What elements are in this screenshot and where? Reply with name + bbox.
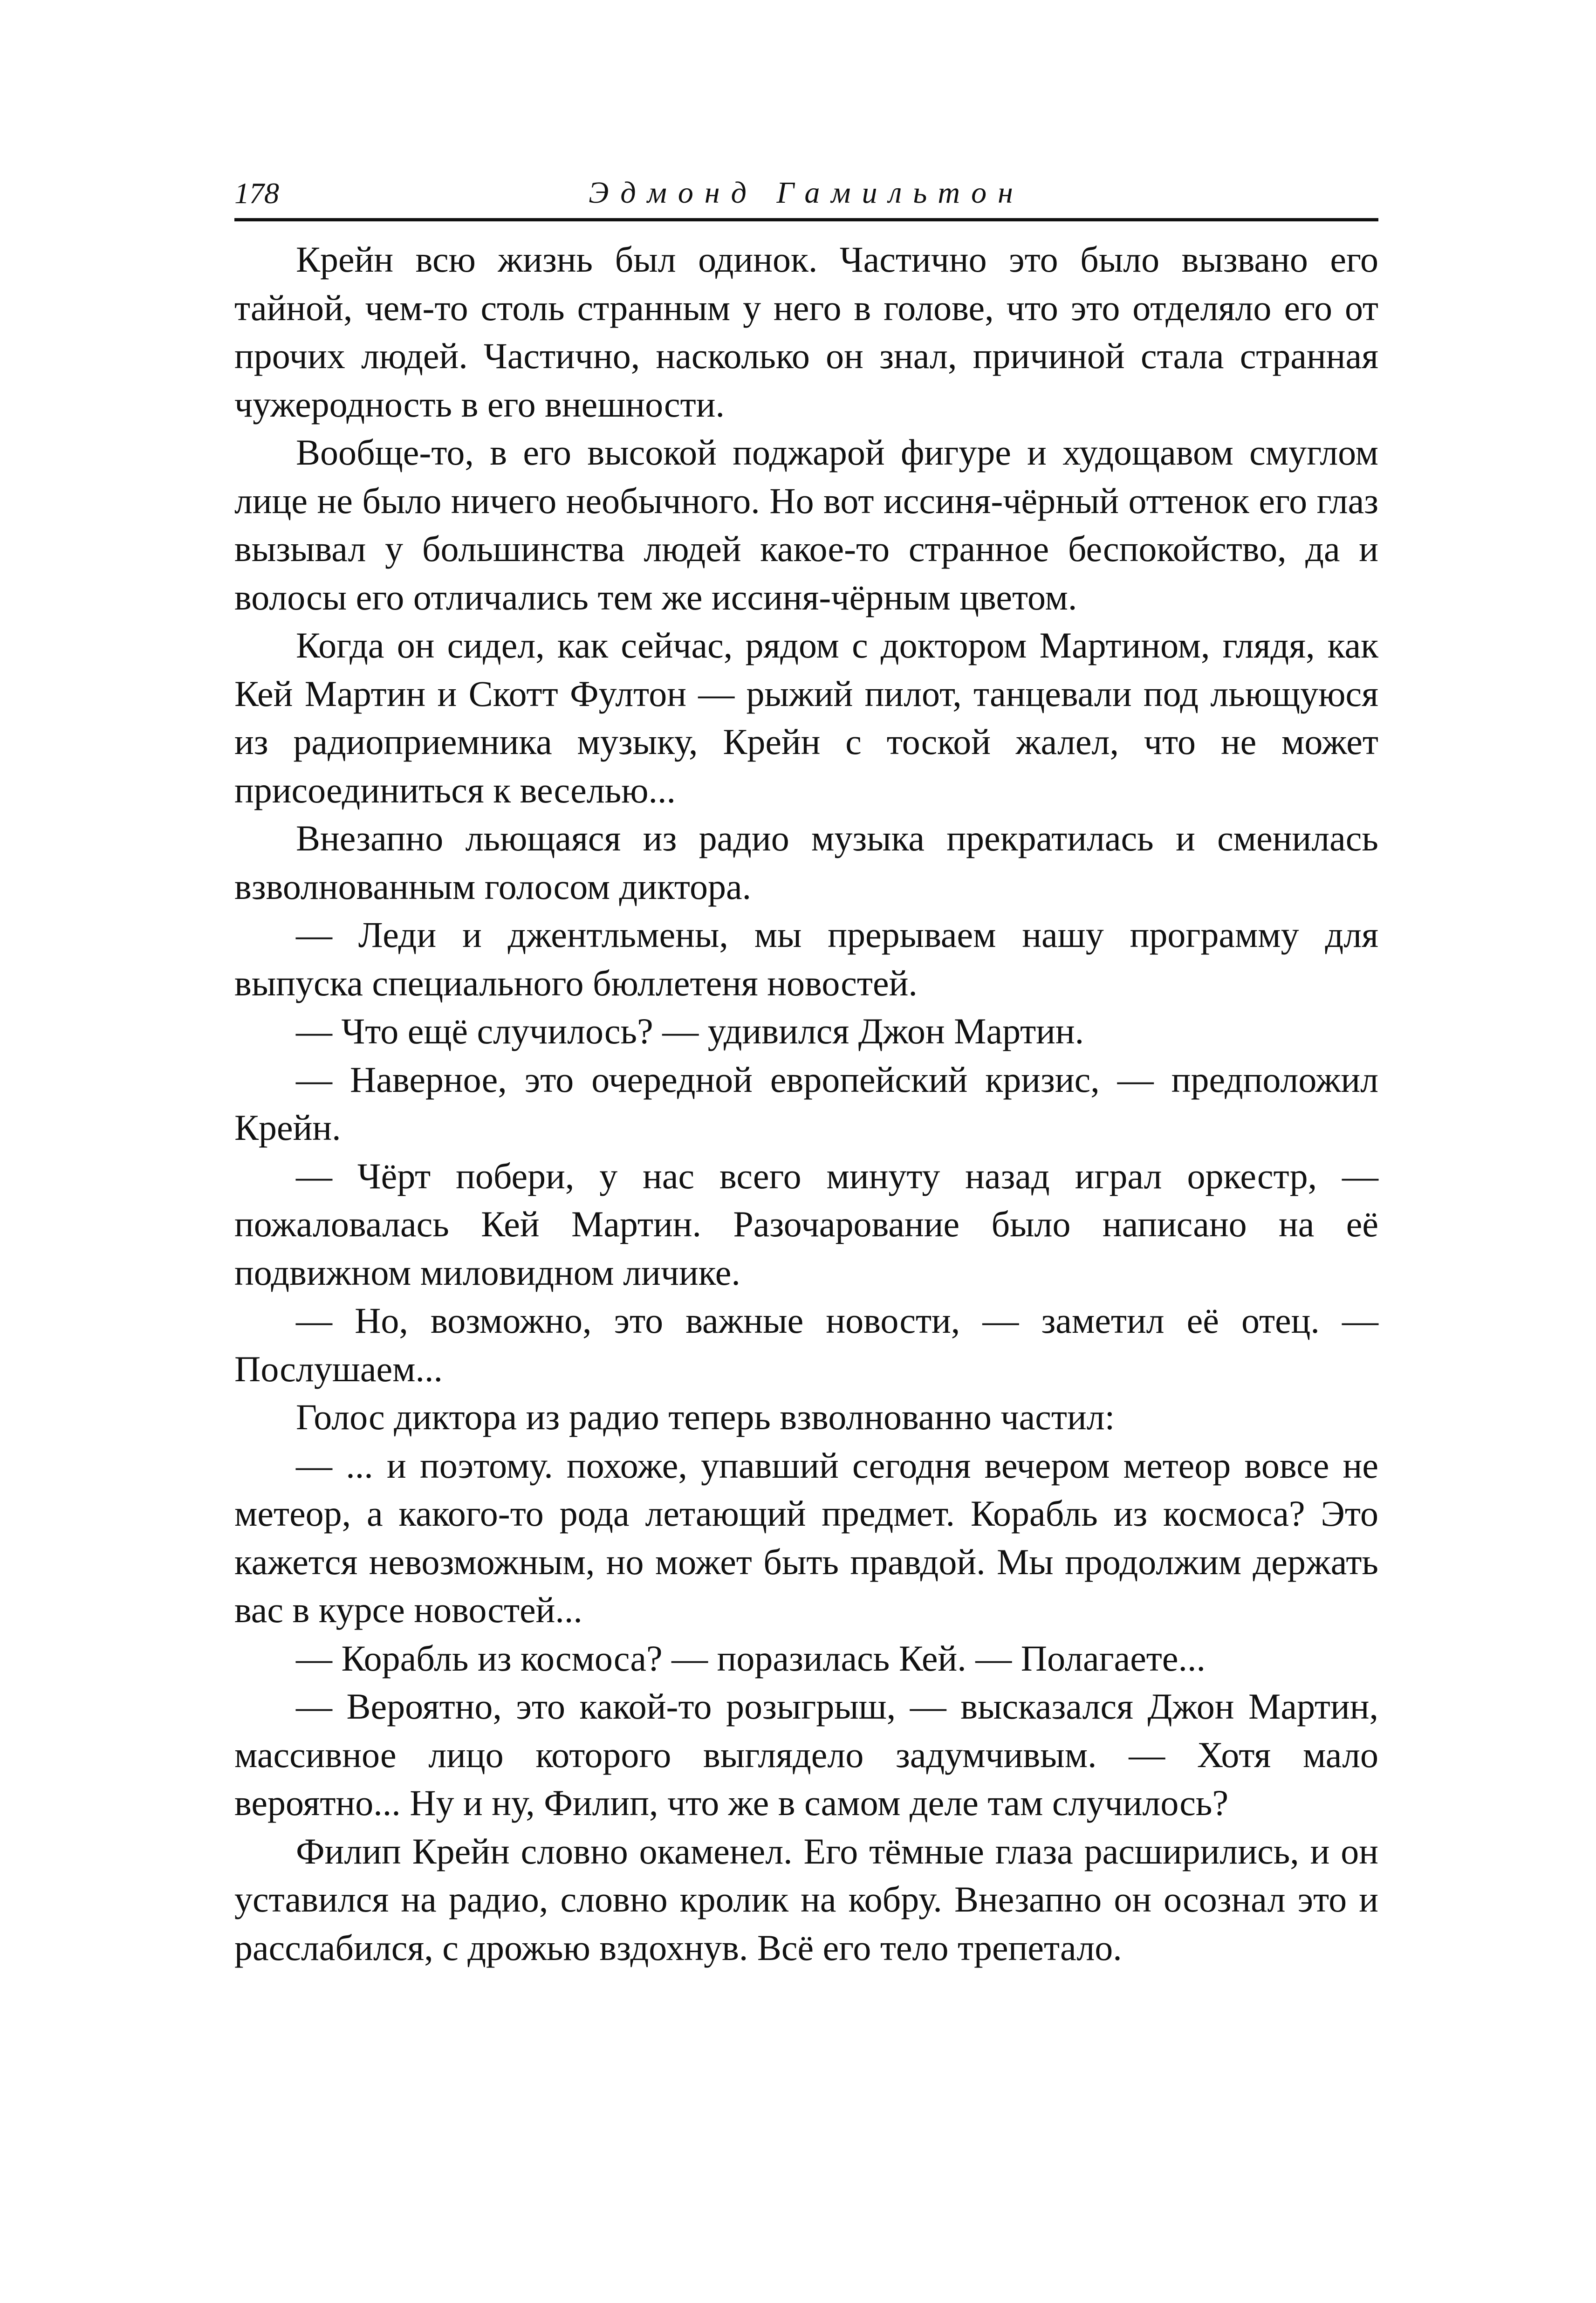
- header-rule: [234, 218, 1378, 221]
- paragraph: — Корабль из космоса? — поразилась Кей. — Полагаете...: [296, 1638, 1206, 1679]
- page-number: 178: [234, 177, 279, 210]
- paragraph: — Наверное, это очередной европейский кризис, — предположил Крейн.: [234, 1059, 1378, 1148]
- body-text: [234, 235, 1378, 1972]
- paragraph: Когда он сидел, как сейчас, рядом с доктором Мартином, глядя, как Кей Мартин и Скотт Фултон — рыжий пилот, танцевали под льющуюся из радиоприемника музыку, Крейн с тоской жалел, что не может присоединиться к веселью...: [234, 625, 1378, 810]
- running-head: [234, 165, 1378, 217]
- paragraph: — Леди и джентльмены, мы прерываем нашу программу для выпуска специального бюллетеня новостей.: [234, 914, 1378, 1003]
- paragraph: Голос диктора из радио теперь взволнованно частил:: [296, 1397, 1115, 1437]
- paragraph: — Вероятно, это какой-то розыгрыш, — высказался Джон Мартин, массивное лицо которого выглядело задумчивым. — Хотя мало вероятно... Ну и ну, Филип, что же в самом деле там случилось?: [234, 1686, 1378, 1823]
- paragraph: Вообще-то, в его высокой поджарой фигуре и худощавом смуглом лице не было ничего необычного. Но вот иссиня-чёрный оттенок его глаз вызывал у большинства людей какое-то странное беспокойство, да и волосы его отличались тем же иссиня-чёрным цветом.: [234, 432, 1378, 617]
- paragraph: — ... и поэтому. похоже, упавший сегодня вечером метеор вовсе не метеор, а какого-то рода летающий предмет. Корабль из космоса? Это кажется невозможным, но может быть правдой. Мы продолжим держать вас в курсе новостей...: [234, 1445, 1378, 1630]
- paragraph: — Что ещё случилось? — удивился Джон Мартин.: [296, 1011, 1084, 1051]
- running-title: Эдмонд Гамильтон: [589, 176, 1024, 210]
- paragraph: Внезапно льющаяся из радио музыка прекратилась и сменилась взволнованным голосом диктора.: [234, 818, 1378, 907]
- paragraph: Филип Крейн словно окаменел. Его тёмные глаза расширились, и он уставился на радио, словно кролик на кобру. Внезапно он осознал это и расслабился, с дрожью вздохнув. Всё его тело трепетало.: [234, 1830, 1378, 1968]
- paragraph: Крейн всю жизнь был одинок. Частично это было вызвано его тайной, чем-то столь странным у него в голове, что это отделяло его от прочих людей. Частично, насколько он знал, причиной стала странная чужеродность в его внешности.: [234, 239, 1378, 425]
- paragraph: — Но, возможно, это важные новости, — заметил её отец. — Послушаем...: [234, 1300, 1378, 1389]
- paragraph: — Чёрт побери, у нас всего минуту назад играл оркестр, — пожаловалась Кей Мартин. Разочарование было написано на её подвижном миловидном личике.: [234, 1155, 1378, 1293]
